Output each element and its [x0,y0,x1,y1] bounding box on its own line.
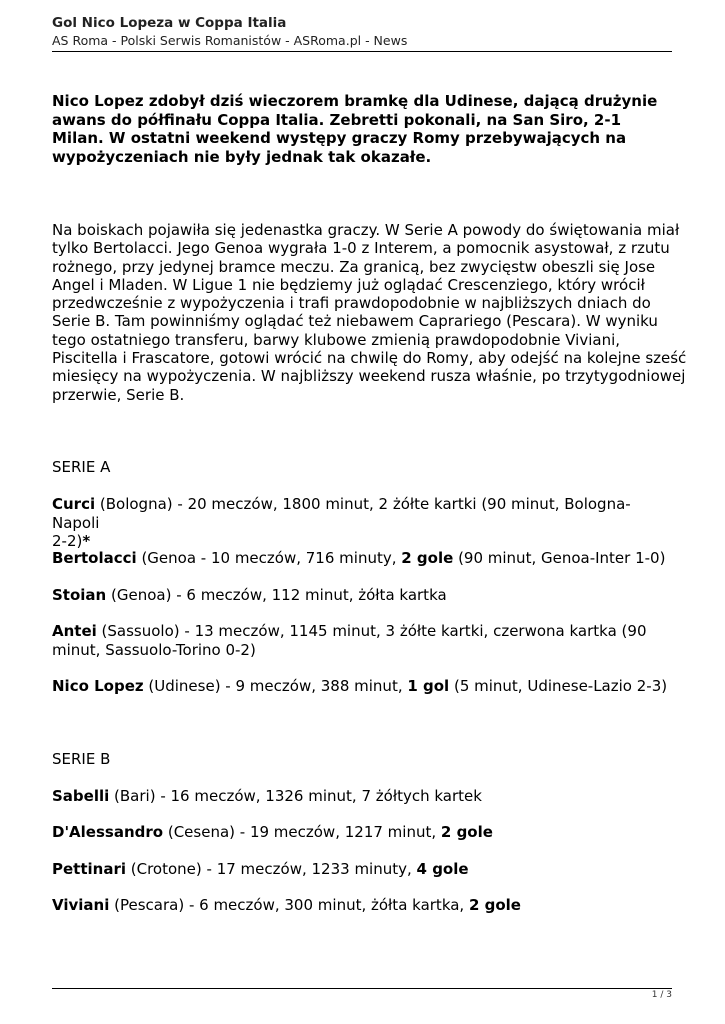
player-stats: (Udinese) - 9 meczów, 388 minut, [143,677,408,695]
header-divider [52,51,672,52]
player-stats: (Sassuolo) - 13 meczów, 1145 minut, 3 żółte kartki, czerwona kartka (90 [96,622,647,640]
player-entry-dalessandro [52,823,672,842]
goals-count: 4 gole [416,860,469,878]
player-entry-sabelli [52,787,672,806]
goals-count: 2 gole [468,896,521,914]
player-entry-antei [52,622,672,659]
body-line: tego ostatniego transferu, barwy klubowe zmienią prawdopodobnie Viviani, [52,330,621,349]
body-line: przerwie, Serie B. [52,385,185,404]
body-line: miesięcy na wypożyczenia. W najbliższy weekend rusza właśnie, po trzytygodniowej [52,367,686,386]
body-line: tylko Bertolacci. Jego Genoa wygrała 1-0 z Interem, a pomocnik asystował, z rzutu [52,239,670,258]
document-title: Gol Nico Lopeza w Coppa Italia [52,15,287,31]
body-line: Angel i Mladen. W Ligue 1 nie będziemy już oglądać Crescenziego, który wrócił [52,275,645,294]
body-line: przedwcześnie z wypożyczenia i trafi prawdopodobnie w najbliższych dniach do [52,294,651,313]
player-entry-stoian [52,586,672,605]
player-entry-curci [52,495,672,551]
player-entry-nico-lopez [52,677,672,696]
player-name: Curci [52,495,96,513]
player-stats: (Pescara) - 6 meczów, 300 minut, żółta kartka, [109,896,469,914]
goals-count: 1 gol [407,677,450,695]
player-stats: (Bologna) - 20 meczów, 1800 minut, 2 żółte kartki (90 minut, Bologna-Napoli [52,495,631,532]
player-entry-bertolacci [52,549,672,568]
footer-divider [52,988,672,989]
player-name: Viviani [52,896,110,914]
body-line: rożnego, przy jedynej bramce meczu. Za granicą, bez zwycięstw obeszli się Jose [52,257,656,276]
page-number: 1 / 3 [651,990,672,1000]
player-name: Pettinari [52,860,126,878]
player-stats-cont: minut, Sassuolo-Torino 0-2) [52,640,256,659]
player-stats: (Genoa - 10 meczów, 716 minuty, [136,549,402,567]
player-name: Bertolacci [52,549,137,567]
player-stats: (Genoa) - 6 meczów, 112 minut, żółta kartka [106,586,447,604]
match-detail: (5 minut, Udinese-Lazio 2-3) [449,677,668,695]
player-name: D'Alessandro [52,823,164,841]
body-line: Na boiskach pojawiła się jedenastka graczy. W Serie A powody do świętowania miał [52,221,680,239]
body-line: Piscitella i Frascatore, gotowi wrócić na chwilę do Romy, aby odejść na kolejne sześć [52,349,687,368]
section-heading-serie-b: SERIE B [52,750,111,768]
goals-count: 2 gole [401,549,454,567]
match-detail: (90 minut, Genoa-Inter 1-0) [453,549,666,567]
player-name: Stoian [52,586,107,604]
footnote-mark: * [82,532,91,550]
player-entry-pettinari [52,860,672,879]
player-name: Antei [52,622,97,640]
player-stats: (Crotone) - 17 meczów, 1233 minuty, [126,860,417,878]
player-name: Sabelli [52,787,110,805]
section-heading-serie-a: SERIE A [52,458,111,476]
document-header [52,15,672,49]
body-paragraph [52,221,687,404]
goals-count: 2 gole [440,823,493,841]
body-line: Serie B. Tam powinniśmy oglądać też niebawem Caprariego (Pescara). W wyniku [52,312,658,331]
player-entry-viviani [52,896,672,915]
player-stats-cont: 2-2) [52,532,83,550]
player-stats: (Cesena) - 19 meczów, 1217 minut, [163,823,441,841]
player-name: Nico Lopez [52,677,144,695]
document-subtitle: AS Roma - Polski Serwis Romanistów - ASRoma.pl - News [52,33,408,48]
lead-paragraph: Nico Lopez zdobył dziś wieczorem bramkę dla Udinese, dającą drużynie awans do półfinału Coppa Italia. Zebretti pokonali, na San Siro, 2-1 Milan. W ostatni weekend występy graczy Romy przebywających na wypożyczeniach nie były jednak tak okazałe. [52,92,658,166]
player-stats: (Bari) - 16 meczów, 1326 minut, 7 żółtych kartek [109,787,482,805]
